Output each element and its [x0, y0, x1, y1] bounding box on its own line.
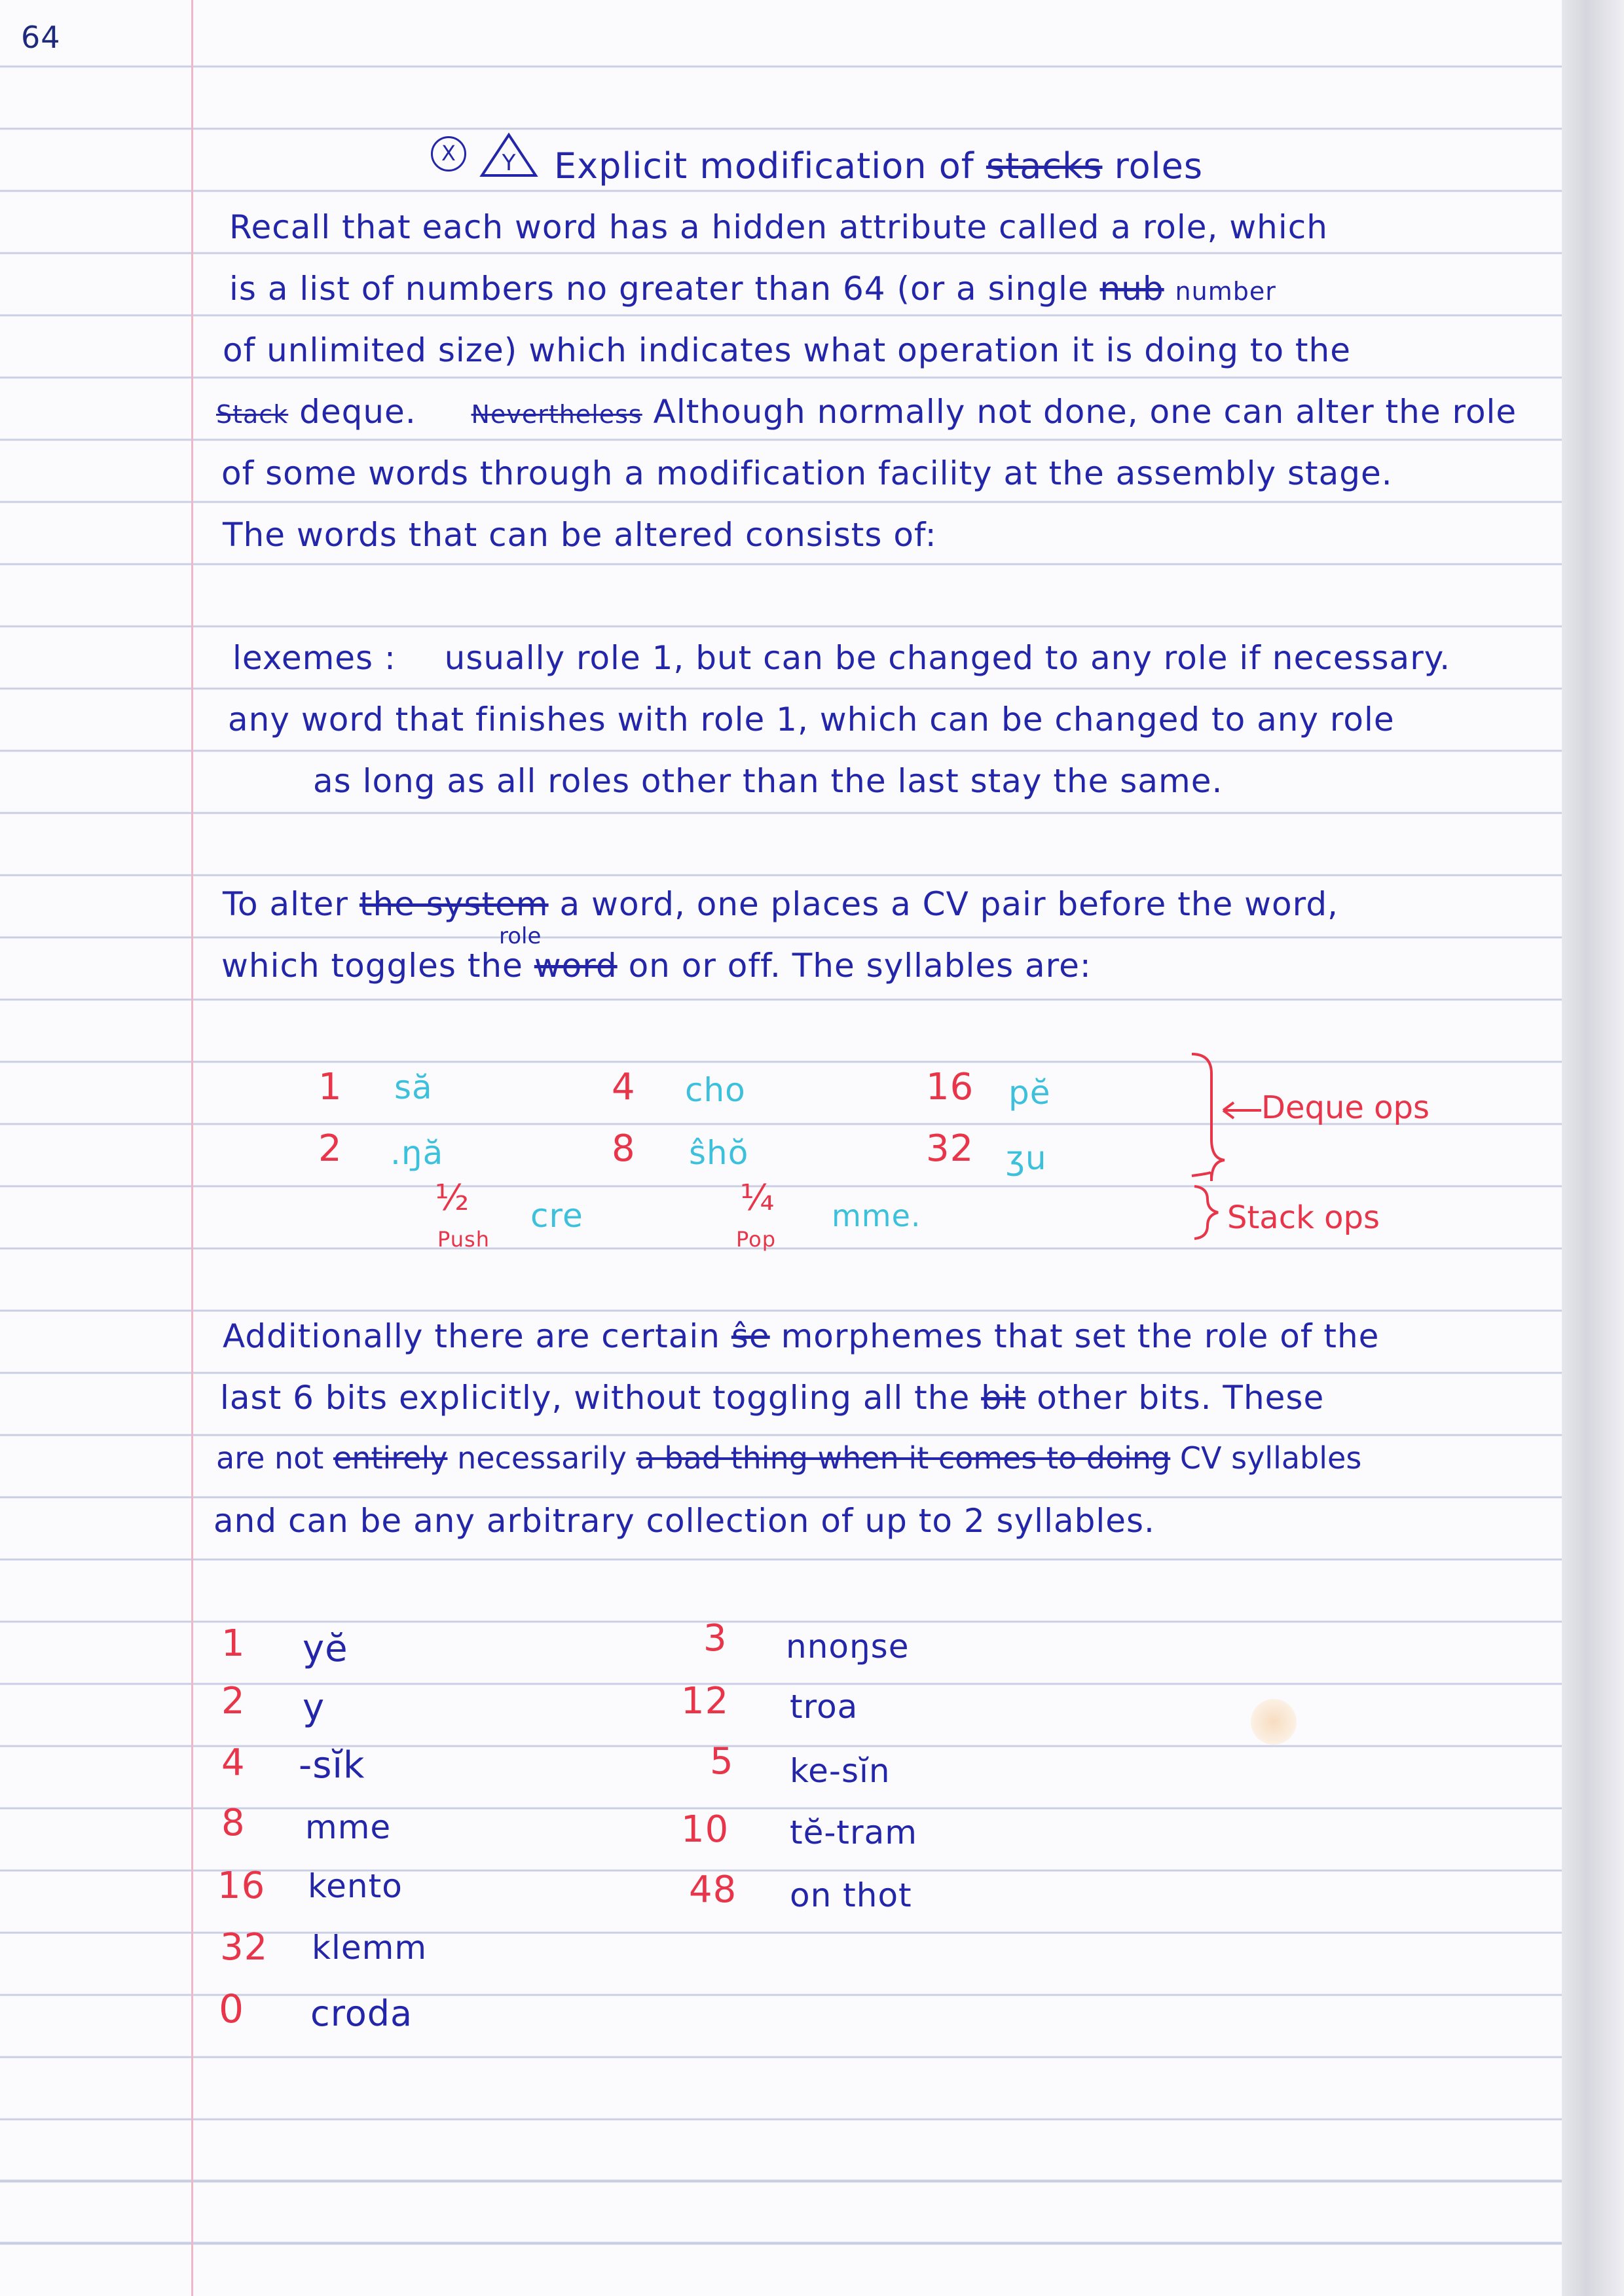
para2-struck2: word [534, 947, 618, 985]
heading-struck-word: stacks [986, 145, 1103, 187]
para3-line1-struck: ŝe [731, 1317, 770, 1355]
deque-syl-1: să [394, 1068, 433, 1106]
para1-line1: Recall that each word has a hidden attribute called a role, which [229, 208, 1328, 246]
morph-right-num-10: 10 [681, 1808, 729, 1851]
deque-syl-16: pĕ [1008, 1074, 1051, 1112]
lexemes-line2: any word that finishes with role 1, which can be changed to any role [228, 701, 1395, 738]
para2-a: To alter [223, 885, 348, 923]
morph-left-num-0: 0 [219, 1986, 245, 2032]
deque-syl-32: ʒu [1006, 1139, 1047, 1177]
para1-line5: of some words through a modification facility at the assembly stage. [221, 454, 1393, 492]
triangle-y-letter: Y [502, 150, 516, 176]
margin-line [191, 0, 193, 2296]
para1-number-word: number [1175, 277, 1276, 306]
para3-line4: and can be any arbitrary collection of up to 2 syllables. [213, 1502, 1155, 1540]
lexemes-line3: as long as all roles other than the last stay the same. [313, 762, 1223, 800]
para1-line4-text: Although normally not done, one can alter the role [653, 393, 1517, 431]
para1-line4 [216, 393, 1517, 431]
para3-line3-struck2: a bad thing when it comes to doing [636, 1440, 1171, 1476]
para2-b: a word, one places a CV pair before the word, [559, 885, 1338, 923]
para1-line3: of unlimited size) which indicates what operation it is doing to the [223, 331, 1351, 369]
deque-syl-4: cho [685, 1071, 746, 1109]
morph-right-syl-3: nnoŋse [786, 1628, 910, 1666]
para1-struck-nub: nub [1099, 270, 1164, 308]
para2-struck: the system [359, 885, 549, 923]
circled-x-mark: X [431, 136, 466, 172]
para1-line2-text: is a list of numbers no greater than 64 (or a single [229, 270, 1089, 308]
para3-line3-a: are not [216, 1440, 324, 1476]
deque-num-1: 1 [318, 1066, 342, 1108]
deque-num-32: 32 [926, 1127, 974, 1170]
deque-num-16: 16 [926, 1066, 974, 1108]
para3-line2-struck: bit [981, 1379, 1026, 1417]
deque-syl-8: ŝhŏ [689, 1134, 749, 1172]
para3-line3-struck: entirely [333, 1440, 448, 1476]
lexemes-text: usually role 1, but can be changed to any role if necessary. [444, 639, 1451, 677]
morph-right-syl-10: tĕ-tram [790, 1813, 917, 1851]
morph-left-num-2: 2 [221, 1680, 246, 1722]
heading-title-end: roles [1114, 145, 1204, 187]
para1-struck-stack: Stack [216, 400, 289, 429]
morph-left-num-1: 1 [221, 1622, 246, 1665]
stack-num-pop: ¼ [740, 1177, 775, 1218]
deque-ops-label: Deque ops [1261, 1089, 1430, 1126]
para3-line1 [223, 1317, 1379, 1355]
stack-ops-label: Stack ops [1227, 1199, 1380, 1236]
para2-line1 [223, 885, 1338, 923]
para2-d: on or off. The syllables are: [628, 947, 1092, 985]
para3-line3-b: necessarily [457, 1440, 627, 1476]
stack-label-push: Push [437, 1227, 490, 1252]
stack-brace [1194, 1186, 1218, 1239]
page-edge [1562, 0, 1624, 2296]
para1-line6: The words that can be altered consists of: [223, 516, 937, 554]
morph-right-num-12: 12 [681, 1680, 729, 1722]
morph-left-syl-1: yĕ [303, 1628, 348, 1670]
morph-left-num-16: 16 [217, 1865, 266, 1907]
para1-struck-nevertheless: Nevertheless [471, 400, 642, 429]
morph-right-num-48: 48 [689, 1868, 737, 1911]
deque-num-8: 8 [612, 1127, 636, 1170]
deque-syl-2: .ŋă [390, 1134, 444, 1172]
triangle-y-mark [479, 132, 538, 178]
para2-line2 [221, 947, 1092, 985]
para3-line1-b: morphemes that set the role of the [781, 1317, 1380, 1355]
heading-title-text: Explicit modification of [554, 145, 974, 187]
morph-right-num-3: 3 [703, 1617, 728, 1660]
heading-title [554, 145, 1203, 187]
morph-right-syl-12: troa [790, 1688, 858, 1726]
para3-line3-c: CV syllables [1179, 1440, 1362, 1476]
para2-inserted-role: role [499, 923, 542, 949]
morph-left-syl-32: klemm [312, 1929, 428, 1967]
page-number: 64 [21, 20, 61, 55]
morph-left-syl-16: kento [308, 1867, 403, 1905]
stain [1251, 1699, 1297, 1745]
morph-right-num-5: 5 [710, 1740, 734, 1783]
morph-left-syl-2: y [303, 1686, 325, 1729]
morph-left-syl-0: croda [310, 1993, 413, 2034]
para3-line3 [216, 1440, 1361, 1476]
lexemes-label: lexemes : [232, 639, 396, 677]
stack-num-push: ½ [435, 1177, 470, 1218]
morph-left-syl-8: mme [305, 1808, 392, 1846]
para1-line2 [229, 270, 1276, 308]
morph-left-syl-4: -sĭk [299, 1744, 365, 1787]
lexemes-line1 [232, 639, 1450, 677]
deque-num-2: 2 [318, 1127, 342, 1170]
para3-line2-b: other bits. These [1037, 1379, 1325, 1417]
morph-left-num-32: 32 [220, 1926, 268, 1969]
morph-left-num-4: 4 [221, 1741, 246, 1784]
para3-line2-a: last 6 bits explicitly, without toggling all the [220, 1379, 970, 1417]
morph-right-syl-48: on thot [790, 1876, 912, 1914]
stack-syl-push: cre [530, 1197, 583, 1235]
stack-syl-pop: mme. [832, 1198, 921, 1233]
para2-c: which toggles the [221, 947, 523, 985]
para1-deque-word: deque. [299, 393, 416, 431]
arrow-left-icon [1218, 1097, 1264, 1123]
stack-label-pop: Pop [736, 1227, 777, 1252]
morph-left-num-8: 8 [221, 1802, 246, 1844]
morph-right-syl-5: ke-sĭn [790, 1752, 891, 1790]
deque-num-4: 4 [612, 1066, 636, 1108]
para3-line2 [220, 1379, 1324, 1417]
para3-line1-a: Additionally there are certain [223, 1317, 720, 1355]
